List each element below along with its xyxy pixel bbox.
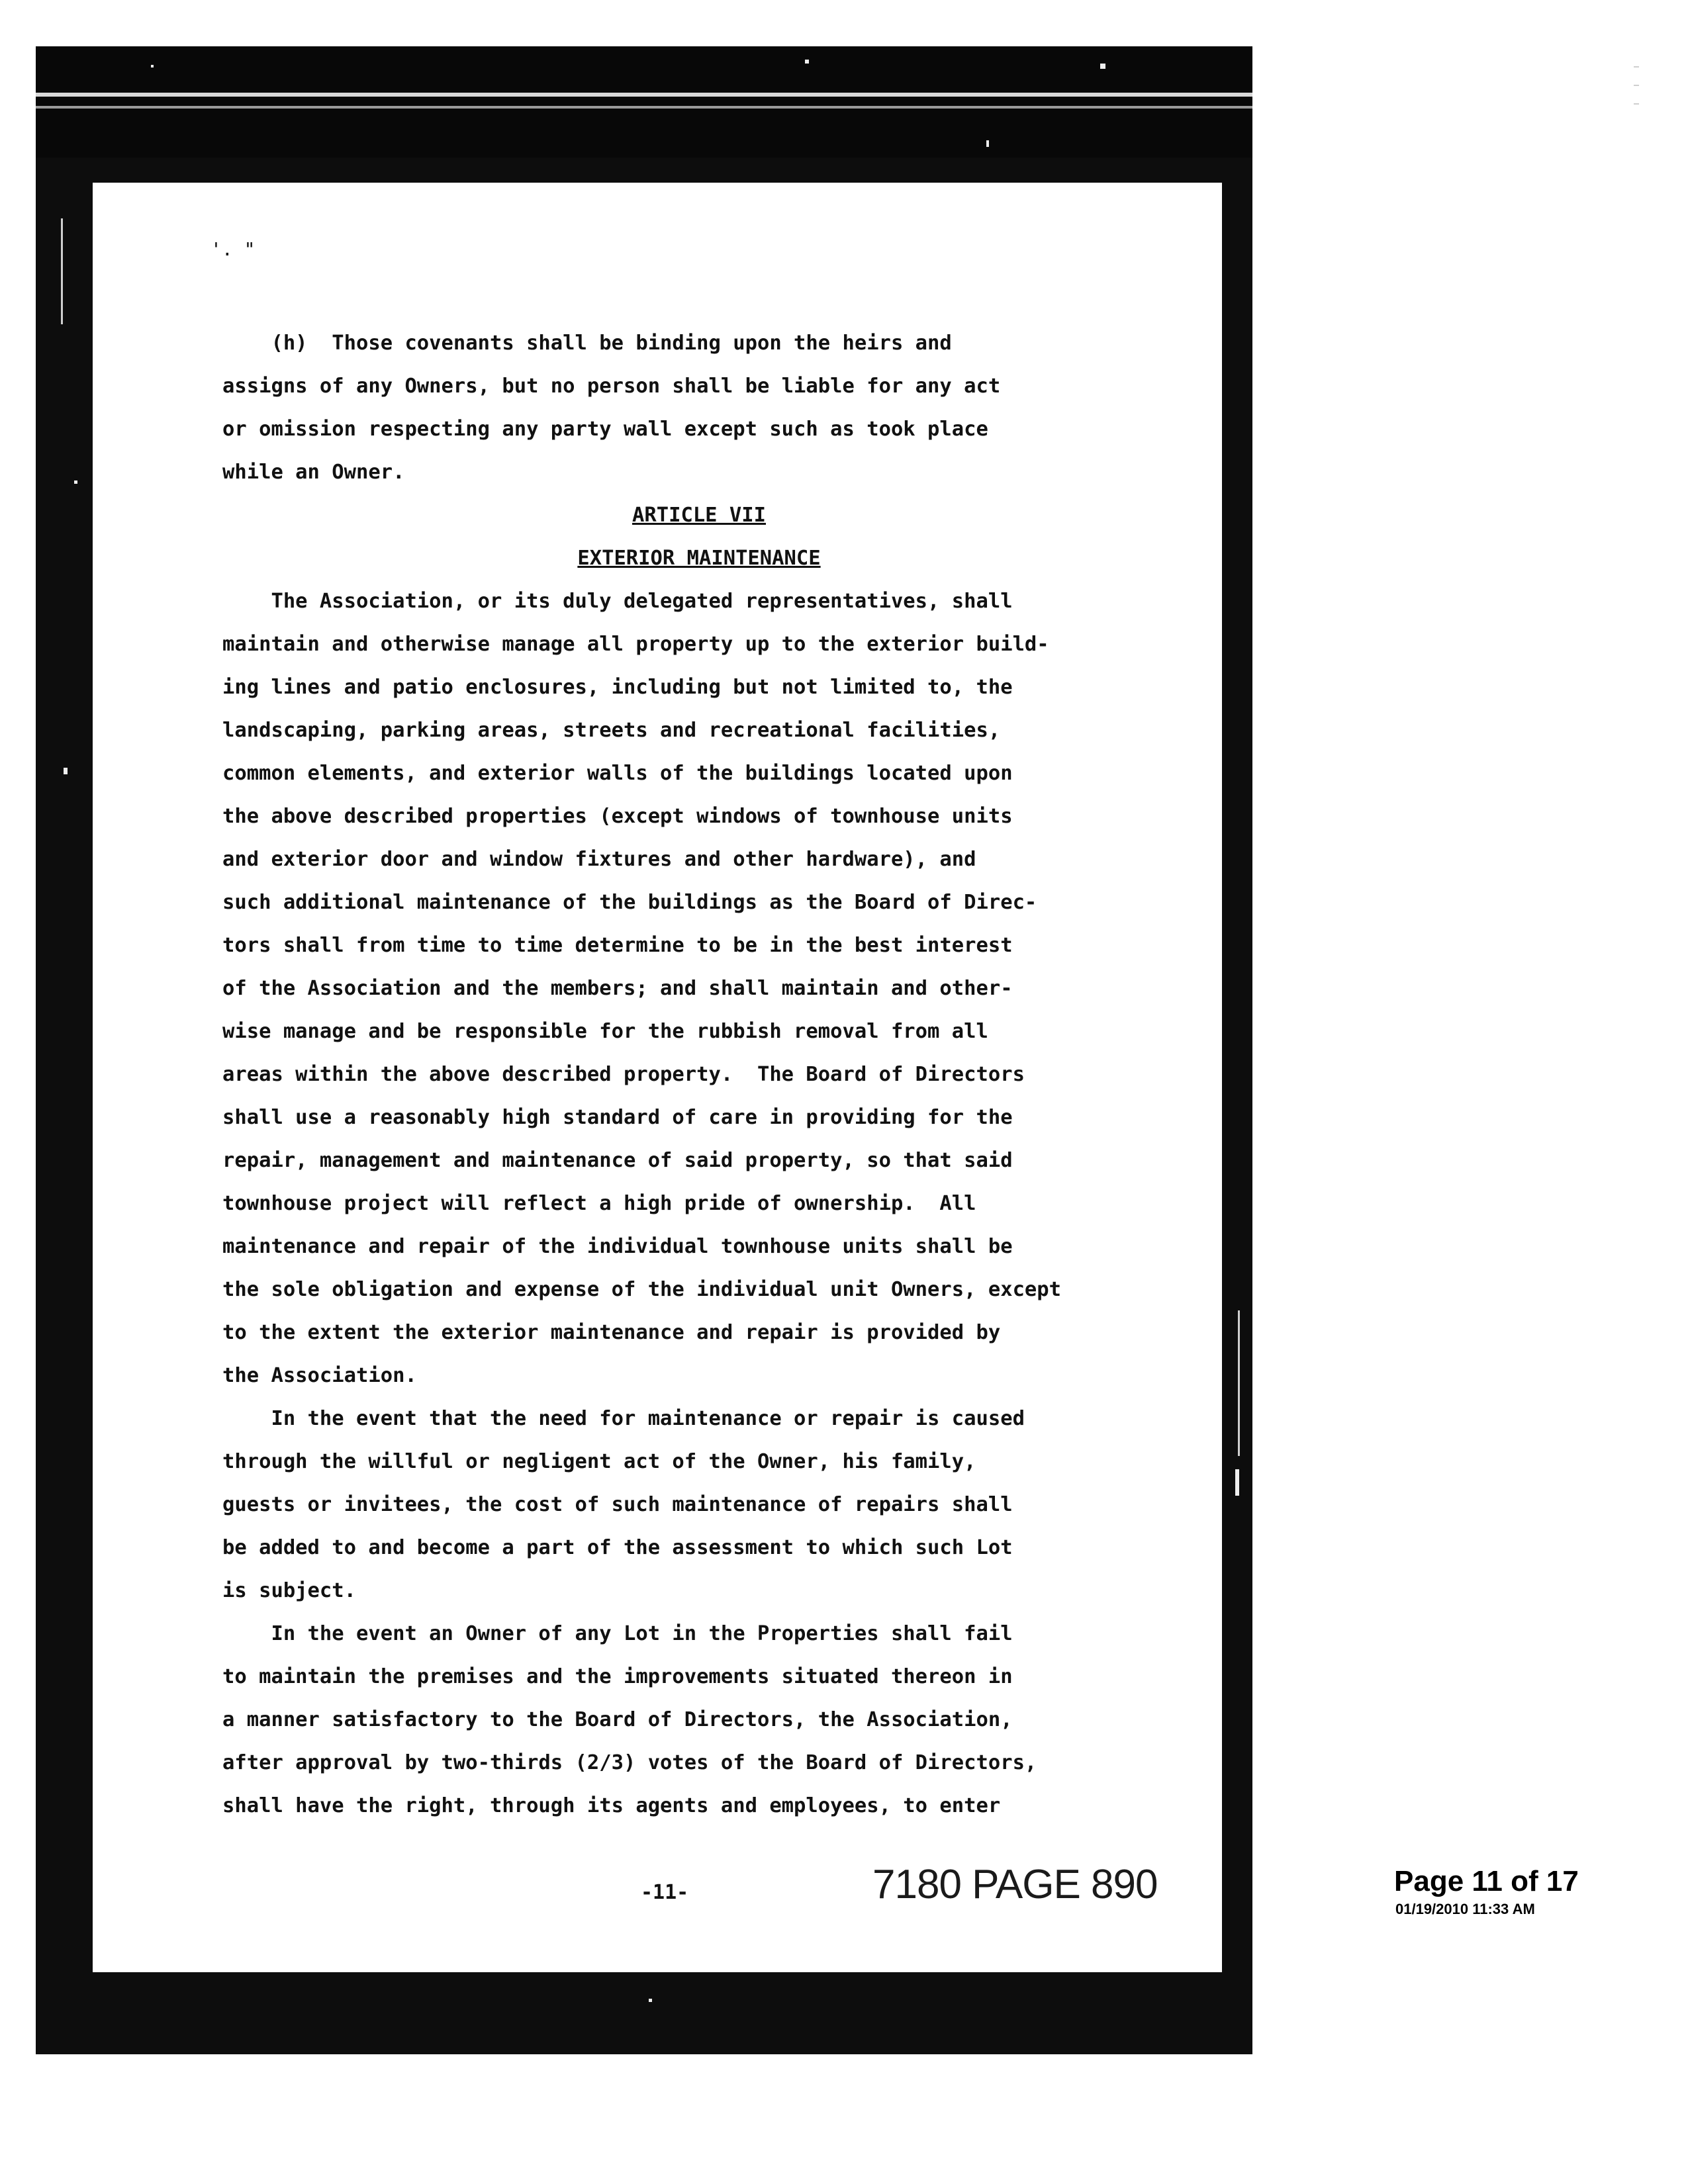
- paragraph-line: to maintain the premises and the improvements situated thereon in: [222, 1665, 1013, 1688]
- paragraph-line: the Association.: [222, 1364, 417, 1387]
- scan-speck: [805, 60, 809, 64]
- scan-top-line-secondary: [36, 106, 1252, 109]
- paragraph-line: while an Owner.: [222, 461, 405, 484]
- corner-marks: '. ": [211, 238, 256, 260]
- scan-speck: [1235, 1469, 1239, 1496]
- paragraph-line: repair, management and maintenance of said property, so that said: [222, 1149, 1013, 1172]
- document-body: [222, 322, 1149, 1827]
- paragraph-owner-failure: [222, 1612, 1149, 1827]
- scan-speck: [986, 140, 989, 147]
- paragraph-line: townhouse project will reflect a high pride of ownership. All: [222, 1192, 976, 1215]
- page-number: -11-: [641, 1881, 689, 1904]
- paragraph-line: In the event an Owner of any Lot in the Properties shall fail: [222, 1622, 1013, 1645]
- paragraph-line: a manner satisfactory to the Board of Directors, the Association,: [222, 1708, 1013, 1731]
- paragraph-line: wise manage and be responsible for the rubbish removal from all: [222, 1020, 988, 1043]
- paragraph-line: shall have the right, through its agents and employees, to enter: [222, 1794, 1001, 1817]
- paragraph-line: such additional maintenance of the buildings as the Board of Direc-: [222, 891, 1037, 914]
- article-number: ARTICLE VII: [632, 504, 766, 527]
- paragraph-line: and exterior door and window fixtures and other hardware), and: [222, 848, 976, 871]
- paragraph-line: the above described properties (except windows of townhouse units: [222, 805, 1013, 828]
- paragraph-line: be added to and become a part of the assessment to which such Lot: [222, 1536, 1013, 1559]
- paragraph-line: In the event that the need for maintenance or repair is caused: [222, 1407, 1025, 1430]
- paragraph-line: common elements, and exterior walls of the buildings located upon: [222, 762, 1013, 785]
- paragraph-line: guests or invitees, the cost of such maintenance of repairs shall: [222, 1493, 1013, 1516]
- scan-edge-mark: [1634, 85, 1639, 86]
- paragraph-line: is subject.: [222, 1579, 356, 1602]
- page-indicator: Page 11 of 17: [1394, 1865, 1579, 1897]
- paragraph-line: landscaping, parking areas, streets and recreational facilities,: [222, 719, 1001, 742]
- scan-speck: [64, 768, 68, 774]
- paragraph-line: through the willful or negligent act of the Owner, his family,: [222, 1450, 976, 1473]
- scan-speck: [649, 1999, 652, 2002]
- scan-edge-mark: [1634, 66, 1639, 68]
- paragraph-line: The Association, or its duly delegated representatives, shall: [222, 590, 1013, 613]
- scan-speck: [151, 65, 154, 68]
- paragraph-line: ing lines and patio enclosures, including but not limited to, the: [222, 676, 1013, 699]
- scan-speck: [74, 480, 77, 484]
- article-title: EXTERIOR MAINTENANCE: [577, 547, 821, 570]
- paragraph-owner-negligence: [222, 1397, 1149, 1612]
- timestamp: 01/19/2010 11:33 AM: [1395, 1901, 1535, 1917]
- scan-edge-mark: [1634, 103, 1639, 105]
- paragraph-line: assigns of any Owners, but no person shall be liable for any act: [222, 375, 1001, 398]
- paragraph-h: [222, 322, 1149, 494]
- paragraph-exterior-maintenance: [222, 580, 1149, 1397]
- paragraph-line: (h) Those covenants shall be binding upon the heirs and: [222, 332, 952, 355]
- paragraph-line: areas within the above described property. The Board of Directors: [222, 1063, 1025, 1086]
- paragraph-line: the sole obligation and expense of the individual unit Owners, except: [222, 1278, 1062, 1301]
- scan-edge-mark: [1238, 1310, 1240, 1456]
- paragraph-line: shall use a reasonably high standard of care in providing for the: [222, 1106, 1013, 1129]
- paragraph-line: or omission respecting any party wall except such as took place: [222, 418, 988, 441]
- paragraph-line: after approval by two-thirds (2/3) votes of the Board of Directors,: [222, 1751, 1037, 1774]
- paragraph-line: tors shall from time to time determine to be in the best interest: [222, 934, 1013, 957]
- book-page-reference: 7180 PAGE 890: [872, 1862, 1158, 1907]
- paragraph-line: to the extent the exterior maintenance and repair is provided by: [222, 1321, 1001, 1344]
- paragraph-line: of the Association and the members; and shall maintain and other-: [222, 977, 1013, 1000]
- paragraph-line: maintain and otherwise manage all property up to the exterior build-: [222, 633, 1049, 656]
- scan-speck: [1100, 64, 1105, 69]
- scan-edge-mark: [61, 218, 63, 324]
- paragraph-line: maintenance and repair of the individual townhouse units shall be: [222, 1235, 1013, 1258]
- scan-top-line: [36, 93, 1252, 97]
- scan-top-band: [36, 46, 1252, 158]
